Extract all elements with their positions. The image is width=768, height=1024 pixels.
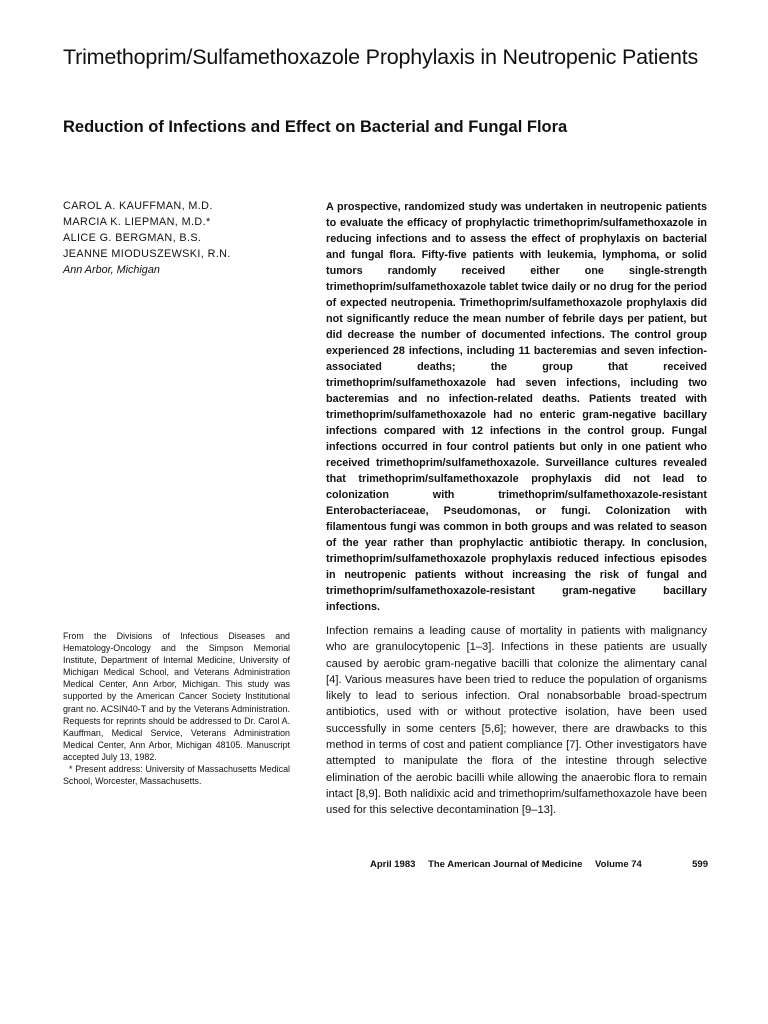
affiliation-note (63, 630, 290, 787)
article-subtitle: Reduction of Infections and Effect on Bacterial and Fungal Flora (63, 118, 568, 136)
author-name: MARCIA K. LIEPMAN, M.D.* (63, 216, 211, 228)
introduction-paragraph: Infection remains a leading cause of mortality in patients with malignancy who are granulocytopenic [1–3]. Infections in these patients are usually caused by aerobic gram-negative bacilli that colonize the alimentary canal [4]. Various measures have been tried to reduce the population of organisms likely to lead to serious infection. Oral nonabsorbable broad-spectrum antibiotics, used with or without protective isolation, have been used successfully in some centers [5,6]; however, there are drawbacks to this method in terms of cost and patient compliance [7]. Other investigators have attempted to manipulate the flora of the intestine through selective elimination of the aerobic bacilli while allowing the anaerobic flora to remain intact [8,9]. Both nalidixic acid and trimethoprim/sulfamethoxazole have been used for this selective decontamination [9–13]. (326, 625, 707, 817)
footer-volume: Volume 74 (595, 859, 642, 870)
page-number: 599 (692, 859, 708, 870)
article-title: Trimethoprim/Sulfamethoxazole Prophylaxis in Neutropenic Patients (63, 45, 699, 69)
affiliation-text: From the Divisions of Infectious Diseases and Hematology-Oncology and the Simpson Memorial Institute, Department of Internal Medicine, University of Michigan Medical School, and Veterans Administration Medical Center, Ann Arbor, Michigan. This study was supported by the American Cancer Society Institutional grant no. ACSIN40-T and by the Veterans Administration. Requests for reprints should be addressed to Dr. Carol A. Kauffman, Medical Service, Veterans Administration Medical Center, Ann Arbor, Michigan 48105. Manuscript accepted July 13, 1982. (63, 631, 290, 762)
footer-journal: The American Journal of Medicine (428, 859, 583, 870)
author-footnote: * Present address: University of Massachusetts Medical School, Worcester, Massachusetts. (63, 764, 290, 787)
page-footer (370, 859, 710, 870)
author-location: Ann Arbor, Michigan (63, 264, 160, 276)
author-block (63, 198, 303, 278)
author-name: ALICE G. BERGMAN, B.S. (63, 232, 202, 244)
abstract: A prospective, randomized study was undertaken in neutropenic patients to evaluate the efficacy of prophylactic trimethoprim/sulfamethoxazole in reducing infections and to assess the effect of prophylaxis on bacterial and fungal flora. Fifty-five patients with leukemia, lymphoma, or solid tumors randomly received either one single-strength trimethoprim/sulfamethoxazole tablet twice daily or no drug for the period of expected neutropenia. Trimethoprim/sulfamethoxazole prophylaxis did not significantly reduce the mean number of febrile days per patient, but did decrease the number of documented infections. The control group experienced 28 infections, including 11 bacteremias and seven infection-associated deaths; the group that received trimethoprim/sulfamethoxazole had seven infections, including two bacteremias and no infection-related deaths. Patients treated with trimethoprim/sulfamethoxazole had no enteric gram-negative bacillary infections compared with 12 infections in the control group. Fungal infections occurred in four control patients but only in one patient who received trimethoprim/sulfamethoxazole. Surveillance cultures revealed that trimethoprim/sulfamethoxazole prophylaxis did not lead to colonization with trimethoprim/sulfamethoxazole-resistant Enterobacteriaceae, Pseudomonas, or fungi. Colonization with filamentous fungi was common in both groups and was related to season of the year rather than prophylactic antibiotic therapy. In conclusion, trimethoprim/sulfamethoxazole prophylaxis reduced infectious episodes in neutropenic patients without increasing the risk of fungal and trimethoprim/sulfamethoxazole-resistant gram-negative bacillary infections. (326, 201, 707, 613)
footer-date: April 1983 (370, 859, 416, 870)
author-name: CAROL A. KAUFFMAN, M.D. (63, 200, 213, 212)
author-name: JEANNE MIODUSZEWSKI, R.N. (63, 248, 231, 260)
